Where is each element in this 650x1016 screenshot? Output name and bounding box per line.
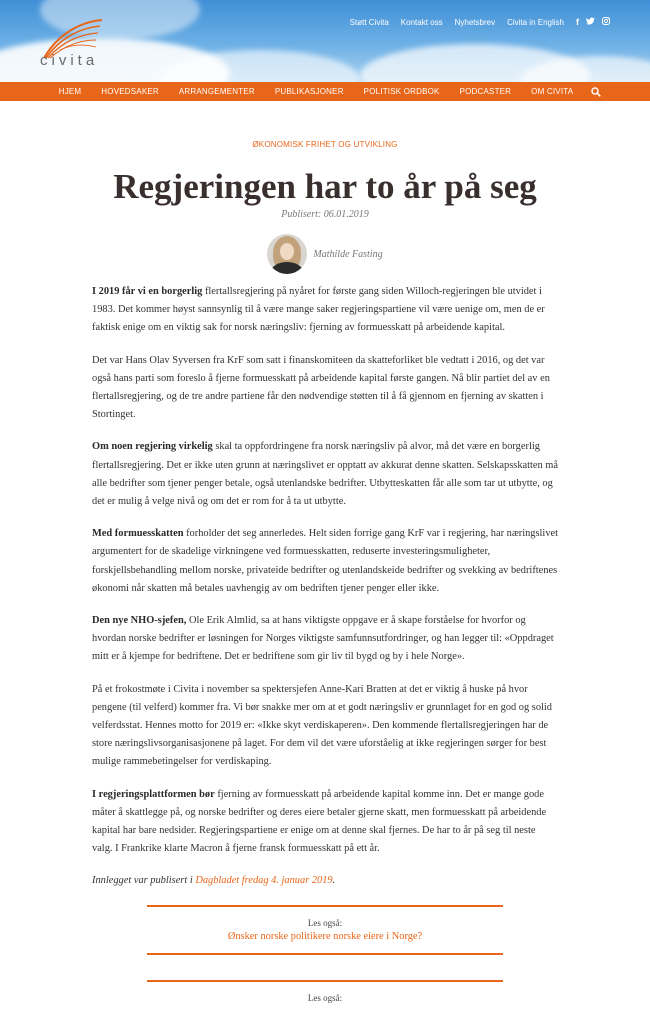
article-body	[92, 283, 558, 891]
nav-item-politisk-ordbok[interactable]: POLITISK ORDBOK	[363, 87, 440, 96]
source-note: Innlegget var publisert i Dagbladet fredag 4. januar 2019.	[92, 875, 336, 887]
related-label: Les også:	[307, 992, 343, 1003]
source-link[interactable]: Dagbladet fredag 4. januar 2019	[195, 875, 333, 887]
twitter-icon[interactable]	[586, 17, 595, 25]
top-link-civita-in-english[interactable]: Civita in English	[507, 17, 564, 27]
related-article	[147, 905, 503, 955]
nav-item-hjem[interactable]: HJEM	[58, 87, 82, 96]
paragraph: I regjeringsplattformen bør fjerning av formuesskatt på arbeidende kapital komme inn. Det er mange gode måter å skattlegge på, og norske bedrifter og deres eiere betaler gjerne skatt, men formuesskatt på arbeidende kapital har bare nedsider. Regjeringspartiene er enige om at denne skal fjernes. De har to år på seg til neste valg. I Frankrike klarte Macron å fjerne fransk formuesskatt på ett år.	[92, 788, 547, 855]
facebook-icon[interactable]: f	[576, 17, 579, 27]
paragraph: Den nye NHO-sjefen, Ole Erik Almlid, sa at hans viktigste oppgave er å skape forståelse for hvorfor og hvordan norske bedrifter er løsningen for Norges viktigste samfunnsutfordringer, og han legger til: «Oppdraget mitt er å kjempe for bedriftene. Det er bedriftene som gir liv til bygd og by i hele Norge».	[92, 615, 554, 663]
logo-wordmark[interactable]: civita	[40, 52, 99, 69]
paragraph: Det var Hans Olav Syversen fra KrF som satt i finanskomiteen da skatteforliket ble vedtatt i 2016, og det var også hans parti som foreslo å fjerne formuesskatt på arbeidende kapital første gangen. Nå blir partiet del av en flertallsregjering, og de tre andre partiene får den nødvendige støtten til å få gjennom en fjerning av skatten i Stortinget.	[92, 354, 550, 421]
article-category[interactable]: ØKONOMISK FRIHET OG UTVIKLING	[252, 140, 398, 149]
paragraph: På et frokostmøte i Civita i november sa spektersjefen Anne-Kari Bratten at det er viktig å huske på hvor pengene (til velferd) kommer fra. Vi bør snakke mer om at et godt næringsliv er grunnlaget for en god og solid velferdsstat. Hennes motto for 2019 er: «Ikke skyt verdiskaperen». Den kommende flertallsregjeringen har de store næringslivsorganisasjonene på laget. For dem vil det være uforståelig at ikke regjeringen sørger for best mulige rammebetingelser for verdiskaping.	[92, 683, 553, 768]
nav-item-hovedsaker[interactable]: HOVEDSAKER	[101, 87, 159, 96]
instagram-icon[interactable]	[602, 17, 610, 25]
author-name[interactable]: Mathilde Fasting	[313, 248, 383, 260]
nav-item-om-civita[interactable]: OM CIVITA	[531, 87, 574, 96]
nav-item-arrangementer[interactable]: ARRANGEMENTER	[178, 87, 255, 96]
article	[0, 140, 650, 1014]
nav-item-podcaster[interactable]: PODCASTER	[459, 87, 512, 96]
author-block	[92, 234, 558, 274]
search-icon[interactable]	[591, 87, 601, 97]
main-nav	[0, 82, 650, 101]
paragraph: Om noen regjering virkelig skal ta oppfordringene fra norsk næringsliv på alvor, må det være en borgerlig flertallsregjering. Det er ikke uten grunn at næringslivet er opptatt av akkurat denne skatten. Selskapsskatten må alle bedrifter som tjener penger betale, også utenlandske bedrifter. Utbytteskatten får alle som tar ut utbytte, og det er mulig å velge nivå og om det er rom for å ta ut utbytte.	[92, 441, 558, 508]
avatar[interactable]	[267, 234, 307, 274]
top-link-kontakt-oss[interactable]: Kontakt oss	[400, 17, 443, 27]
site-header	[0, 0, 650, 82]
related-label: Les også:	[307, 917, 343, 928]
related-link[interactable]: Ønsker norske politikere norske eiere i Norge?	[227, 930, 423, 942]
paragraph: Med formuesskatten forholder det seg annerledes. Helt siden forrige gang KrF var i regjering, har næringslivet argumentert for de skadelige virkningene ved formuesskatten, reduserte investeringsmuligheter, forskjellsbehandling mellom norske, privateide bedrifter og utenlandskeide bedrifter og svekking av bedriftenes økonomi når skatten må betales uavhengig av om bedriften tjener penger eller ikke.	[92, 528, 559, 594]
nav-item-publikasjoner[interactable]: PUBLIKASJONER	[274, 87, 344, 96]
page-title: Regjeringen har to år på seg	[113, 167, 537, 206]
publish-date: Publisert: 06.01.2019	[281, 209, 369, 220]
top-link-stott-civita[interactable]: Støtt Civita	[349, 17, 389, 27]
top-link-nyhetsbrev[interactable]: Nyhetsbrev	[454, 17, 496, 27]
paragraph: I 2019 får vi en borgerlig flertallsregjering på nyåret for første gang siden Willoch-regjeringen ble utvidet i 1983. Det kommer høyst sannsynlig til å være mange saker regjeringspartiene vil være uenige om, men de er faktisk enige om en viktig sak for norsk næringsliv: fjerning av formuesskatt på arbeidende kapital.	[92, 286, 545, 334]
related-article	[147, 980, 503, 1014]
top-links	[350, 17, 610, 27]
